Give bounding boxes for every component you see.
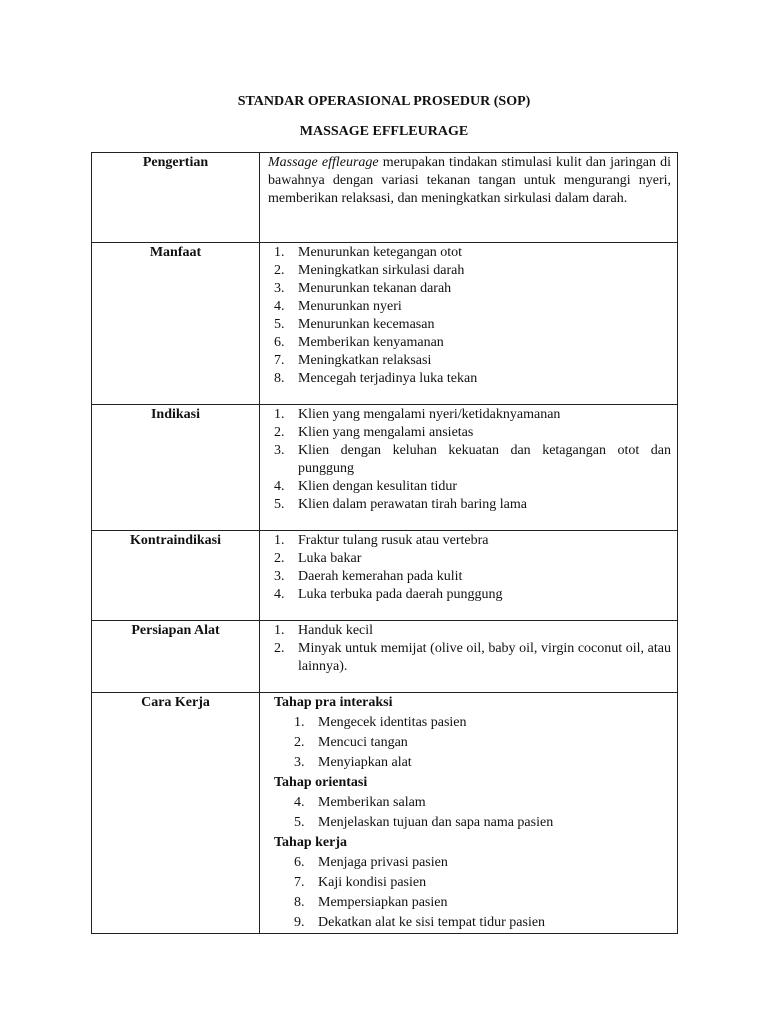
list-item	[268, 334, 671, 352]
list-item	[268, 352, 671, 370]
label-cara-kerja: Cara Kerja	[92, 693, 260, 934]
list-item	[268, 640, 671, 676]
list-item-number: 3.	[274, 443, 285, 458]
list-item	[268, 244, 671, 262]
step-item	[268, 813, 671, 833]
step-text: Mencuci tangan	[318, 735, 408, 750]
list-kontraindikasi	[268, 532, 671, 604]
list-item	[268, 550, 671, 568]
list-item-number: 1.	[274, 245, 285, 260]
list-item	[268, 316, 671, 334]
list-item	[268, 568, 671, 586]
list-item-number: 2.	[274, 263, 285, 278]
list-item-number: 3.	[274, 281, 285, 296]
list-item-text: Menurunkan kecemasan	[298, 317, 435, 332]
content-cara-kerja	[260, 693, 678, 934]
label-indikasi: Indikasi	[92, 405, 260, 531]
list-manfaat	[268, 244, 671, 388]
step-number: 4.	[294, 795, 305, 810]
step-number: 6.	[294, 855, 305, 870]
phase-title: Tahap orientasi	[274, 775, 368, 790]
list-item-text: Memberikan kenyamanan	[298, 335, 444, 350]
list-item-number: 5.	[274, 497, 285, 512]
list-item-number: 2.	[274, 641, 285, 656]
step-text: Memberikan salam	[318, 795, 426, 810]
step-item	[268, 753, 671, 773]
list-item-number: 1.	[274, 533, 285, 548]
list-item-number: 2.	[274, 551, 285, 566]
list-item-text: Luka terbuka pada daerah punggung	[298, 587, 503, 602]
list-item-text: Mencegah terjadinya luka tekan	[298, 371, 478, 386]
list-item-number: 5.	[274, 317, 285, 332]
label-kontraindikasi: Kontraindikasi	[92, 531, 260, 621]
list-item-text: Klien dalam perawatan tirah baring lama	[298, 497, 527, 512]
list-item	[268, 406, 671, 424]
step-item	[268, 853, 671, 873]
step-number: 5.	[294, 815, 305, 830]
list-item-text: Daerah kemerahan pada kulit	[298, 569, 463, 584]
pengertian-paragraph	[268, 154, 671, 208]
list-item-number: 4.	[274, 299, 285, 314]
step-number: 9.	[294, 915, 305, 930]
step-item	[268, 733, 671, 753]
step-number: 3.	[294, 755, 305, 770]
step-item	[268, 793, 671, 813]
list-item	[268, 280, 671, 298]
step-item	[268, 713, 671, 733]
list-indikasi	[268, 406, 671, 514]
step-text: Mempersiapkan pasien	[318, 895, 448, 910]
list-item-number: 7.	[274, 353, 285, 368]
list-item	[268, 442, 671, 478]
list-item-text: Meningkatkan sirkulasi darah	[298, 263, 465, 278]
list-item-text: Handuk kecil	[298, 623, 374, 638]
list-item-number: 8.	[274, 371, 285, 386]
list-item-number: 6.	[274, 335, 285, 350]
list-item	[268, 586, 671, 604]
row-manfaat	[92, 243, 678, 405]
list-item-number: 1.	[274, 623, 285, 638]
step-text: Menyiapkan alat	[318, 755, 412, 770]
list-item	[268, 622, 671, 640]
list-item	[268, 424, 671, 442]
list-item-text: Luka bakar	[298, 551, 362, 566]
list-item	[268, 532, 671, 550]
list-item	[268, 496, 671, 514]
list-item-text: Klien yang mengalami ansietas	[298, 425, 474, 440]
list-persiapan-alat	[268, 622, 671, 676]
step-number: 8.	[294, 895, 305, 910]
cara-kerja-phases	[268, 693, 671, 933]
list-item	[268, 478, 671, 496]
pengertian-term: Massage effleurage	[268, 155, 379, 170]
step-number: 1.	[294, 715, 305, 730]
list-item-text: Meningkatkan relaksasi	[298, 353, 432, 368]
step-item	[268, 893, 671, 913]
step-number: 2.	[294, 735, 305, 750]
phase-title: Tahap kerja	[274, 835, 348, 850]
pengertian-text: merupakan tindakan stimulasi kulit dan jaringan di bawahnya dengan variasi tekanan tangan untuk mengurangi nyeri, memberikan relaksasi, dan meningkatkan sirkulasi dalam darah.	[268, 155, 671, 206]
content-kontraindikasi	[260, 531, 678, 621]
list-item-text: Klien dengan keluhan kekuatan dan ketagangan otot dan punggung	[298, 443, 671, 476]
step-text: Menjaga privasi pasien	[318, 855, 448, 870]
content-indikasi	[260, 405, 678, 531]
list-item	[268, 262, 671, 280]
phase-steps	[268, 853, 671, 933]
list-item-number: 1.	[274, 407, 285, 422]
phase-steps	[268, 793, 671, 833]
content-pengertian	[260, 153, 678, 243]
label-manfaat: Manfaat	[92, 243, 260, 405]
list-item-number: 2.	[274, 425, 285, 440]
row-kontraindikasi	[92, 531, 678, 621]
list-item-text: Menurunkan tekanan darah	[298, 281, 452, 296]
list-item-text: Menurunkan ketegangan otot	[298, 245, 463, 260]
list-item	[268, 370, 671, 388]
step-text: Mengecek identitas pasien	[318, 715, 467, 730]
document-title: STANDAR OPERASIONAL PROSEDUR (SOP)	[237, 94, 531, 109]
content-manfaat	[260, 243, 678, 405]
list-item-text: Minyak untuk memijat (olive oil, baby oil, virgin coconut oil, atau lainnya).	[298, 641, 671, 674]
step-item	[268, 873, 671, 893]
label-pengertian: Pengertian	[92, 153, 260, 243]
step-text: Kaji kondisi pasien	[318, 875, 427, 890]
list-item	[268, 298, 671, 316]
step-item	[268, 913, 671, 933]
phase-title: Tahap pra interaksi	[274, 695, 393, 710]
content-persiapan-alat	[260, 621, 678, 693]
list-item-text: Menurunkan nyeri	[298, 299, 402, 314]
sop-table	[91, 152, 678, 934]
list-item-number: 4.	[274, 479, 285, 494]
row-persiapan-alat	[92, 621, 678, 693]
list-item-text: Fraktur tulang rusuk atau vertebra	[298, 533, 489, 548]
list-item-text: Klien dengan kesulitan tidur	[298, 479, 458, 494]
step-text: Dekatkan alat ke sisi tempat tidur pasien	[318, 915, 546, 930]
row-cara-kerja	[92, 693, 678, 934]
list-item-number: 3.	[274, 569, 285, 584]
step-number: 7.	[294, 875, 305, 890]
label-persiapan-alat: Persiapan Alat	[92, 621, 260, 693]
document-subtitle: MASSAGE EFFLEURAGE	[299, 124, 469, 139]
list-item-text: Klien yang mengalami nyeri/ketidaknyamanan	[298, 407, 561, 422]
step-text: Menjelaskan tujuan dan sapa nama pasien	[318, 815, 554, 830]
row-pengertian	[92, 153, 678, 243]
list-item-number: 4.	[274, 587, 285, 602]
row-indikasi	[92, 405, 678, 531]
phase-steps	[268, 713, 671, 773]
